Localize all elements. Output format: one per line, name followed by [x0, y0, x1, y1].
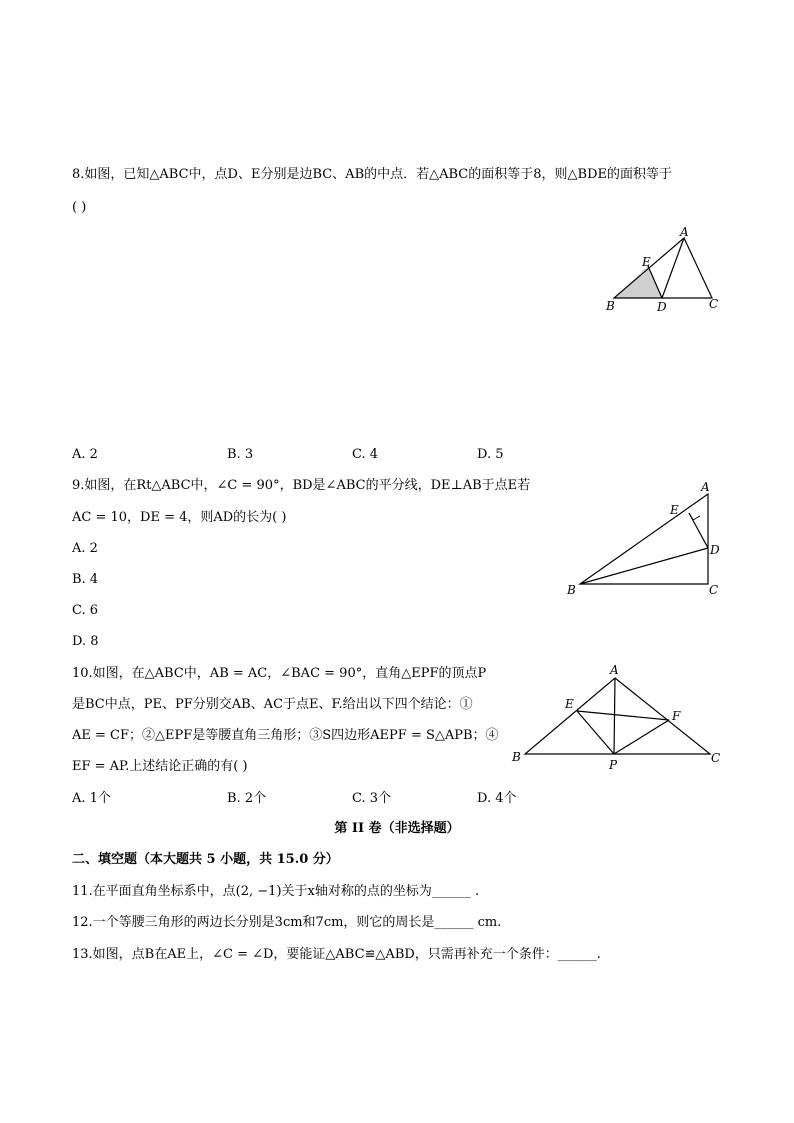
q10-line-1: 10.如图，在△ABC中，AB = AC，∠BAC = 90°，直角△EPF的顶点P: [72, 666, 487, 681]
q9-label-b: B: [567, 583, 576, 597]
q8-option-a: A. 2: [72, 447, 98, 462]
q8-option-c: C. 4: [352, 447, 379, 462]
q10-triangle-abc: [525, 678, 710, 754]
q10-option-a: A. 1个: [72, 791, 111, 806]
q9-option-d: D. 8: [72, 634, 99, 649]
q9-label-e: E: [670, 503, 679, 517]
q9-line-2: AC = 10，DE = 4，则AD的长为( ): [72, 510, 287, 525]
q9-label-d: D: [710, 543, 720, 557]
q10-line-3: AE = CF；②△EPF是等腰直角三角形；③S四边形AEPF = S△APB；④: [72, 728, 499, 743]
q8-figure: [600, 226, 730, 316]
q8-label-c: C: [709, 297, 719, 311]
q8-option-b: B. 3: [227, 447, 254, 462]
q12-text: 12.一个等腰三角形的两边长分别是3cm和7cm，则它的周长是______ cm.: [72, 915, 502, 930]
q9-option-b: B. 4: [72, 572, 99, 587]
q9-line-1: 9.如图，在Rt△ABC中，∠C = 90°，BD是∠ABC的平分线，DE⊥AB于点E若: [72, 478, 531, 493]
q10-label-c: C: [711, 751, 721, 765]
q10-line-2: 是BC中点，PE、PF分别交AB、AC于点E、F.给出以下四个结论：①: [72, 697, 473, 712]
q10-option-d: D. 4个: [477, 791, 517, 806]
q10-label-a: A: [610, 663, 619, 677]
q10-segment-ef: [577, 711, 669, 720]
section-heading: 二、填空题（本大题共 5 小题，共 15.0 分）: [72, 852, 339, 867]
q10-option-b: B. 2个: [227, 791, 267, 806]
q10-label-e: E: [565, 697, 574, 711]
q9-label-a: A: [701, 480, 710, 494]
q10-line-4: EF = AP.上述结论正确的有( ): [72, 759, 248, 774]
q9-option-c: C. 6: [72, 603, 99, 618]
q9-figure: [560, 476, 760, 606]
q11-text: 11.在平面直角坐标系中，点(2, −1)关于x轴对称的点的坐标为______ .: [72, 884, 480, 899]
q9-option-a: A. 2: [72, 541, 98, 556]
q10-label-b: B: [512, 750, 521, 764]
q13-text: 13.如图，点B在AE上，∠C = ∠D，要能证△ABC≌△ABD，只需再补充一个条件：______.: [72, 947, 601, 962]
q10-segment-pf: [614, 720, 669, 754]
q8-label-e: E: [642, 255, 651, 269]
q9-label-c: C: [709, 583, 719, 597]
q8-label-d: D: [657, 300, 667, 314]
q8-paren: ( ): [72, 200, 87, 215]
q10-label-f: F: [672, 709, 681, 723]
q9-segment-bd: [580, 548, 708, 584]
q8-label-a: A: [680, 225, 689, 239]
q10-option-c: C. 3个: [352, 791, 392, 806]
q10-segment-pe: [577, 711, 614, 754]
q8-label-b: B: [606, 299, 615, 313]
q9-triangle-abc: [580, 494, 708, 584]
q10-label-p: P: [609, 758, 618, 772]
q8-text: 8.如图，已知△ABC中，点D、E分别是边BC、AB的中点．若△ABC的面积等于8，则△BDE的面积等于: [72, 167, 672, 182]
section-title: 第 II 卷（非选择题）: [334, 821, 460, 836]
q10-figure: [505, 660, 735, 775]
q8-option-d: D. 5: [477, 447, 504, 462]
q10-segment-ap: [614, 678, 615, 754]
q9-right-angle-mark: [689, 513, 700, 520]
